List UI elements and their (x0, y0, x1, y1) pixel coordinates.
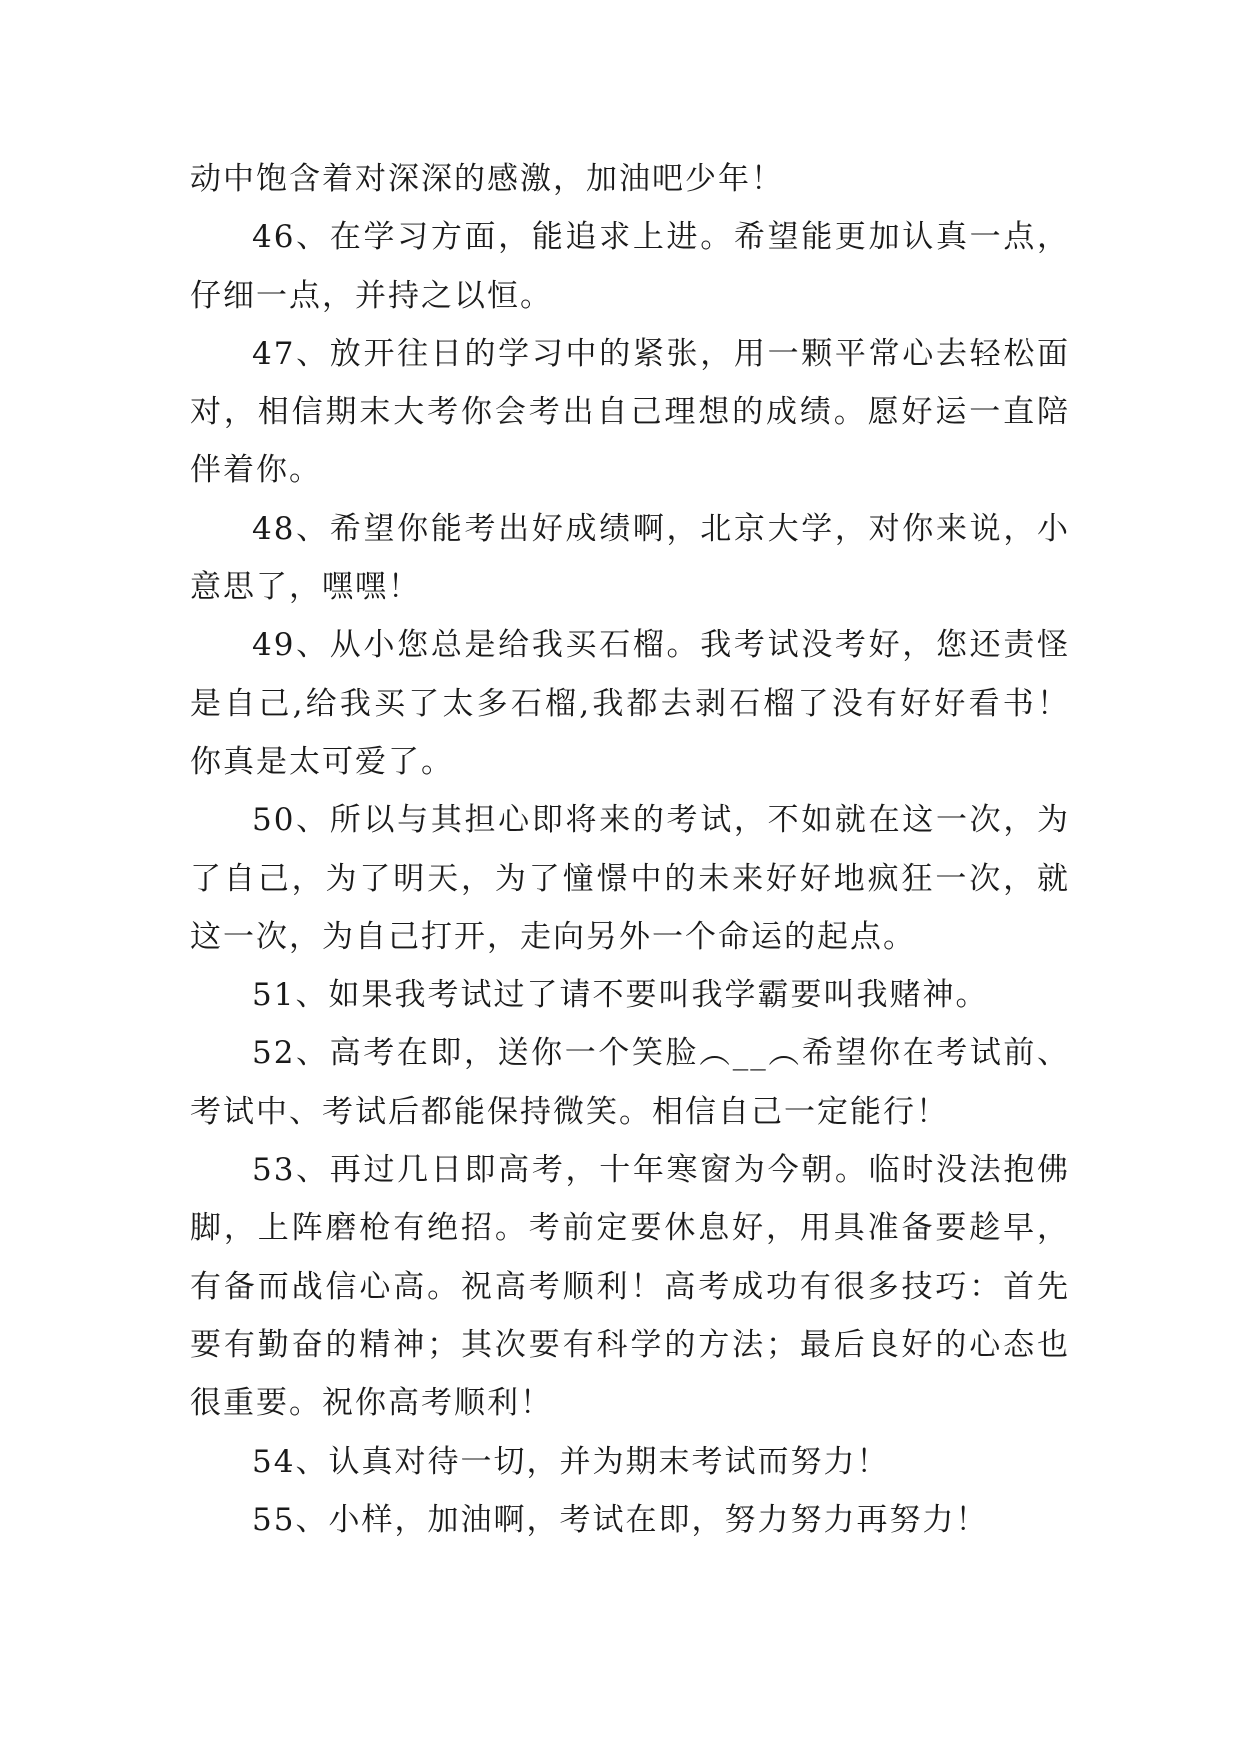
paragraph-continuation: 动中饱含着对深深的感激，加油吧少年！ (190, 161, 784, 197)
paragraph-46: 46、在学习方面，能追求上进。希望能更加认真一点，仔细一点，并持之以恒。 (190, 219, 1070, 314)
paragraph-47: 47、放开往日的学习中的紧张，用一颗平常心去轻松面对，相信期末大考你会考出自己理想的成绩。愿好运一直陪伴着你。 (190, 335, 1070, 489)
paragraph-51: 51、如果我考试过了请不要叫我学霸要叫我赌神。 (252, 977, 989, 1014)
paragraph-54: 54、认真对待一切，并为期末考试而努力！ (252, 1443, 890, 1480)
paragraph-48: 48、希望你能考出好成绩啊，北京大学，对你来说，小意思了，嘿嘿！ (190, 510, 1070, 606)
paragraph-49: 49、从小您总是给我买石榴。我考试没考好，您还责怪是自己,给我买了太多石榴,我都去剥石榴了没有好好看书！你真是太可爱了。 (190, 627, 1070, 780)
paragraph-55: 55、小样，加油啊，考试在即，努力努力再努力！ (252, 1501, 989, 1538)
paragraph-53: 53、再过几日即高考，十年寒窗为今朝。临时没法抱佛脚，上阵磨枪有绝招。考前定要休息好，用具准备要趁早，有备而战信心高。祝高考顺利！高考成功有很多技巧：首先要有勤奋的精神；其次要有科学的方法；最后良好的心态也很重要。祝你高考顺利！ (190, 1152, 1070, 1422)
paragraph-50: 50、所以与其担心即将来的考试，不如就在这一次，为了自己，为了明天，为了憧憬中的未来好好地疯狂一次，就这一次，为自己打开，走向另外一个命运的起点。 (190, 802, 1070, 955)
paragraph-52: 52、高考在即，送你一个笑脸︵__︵希望你在考试前、考试中、考试后都能保持微笑。相信自己一定能行！ (190, 1035, 1070, 1130)
document-body (190, 150, 1070, 1549)
